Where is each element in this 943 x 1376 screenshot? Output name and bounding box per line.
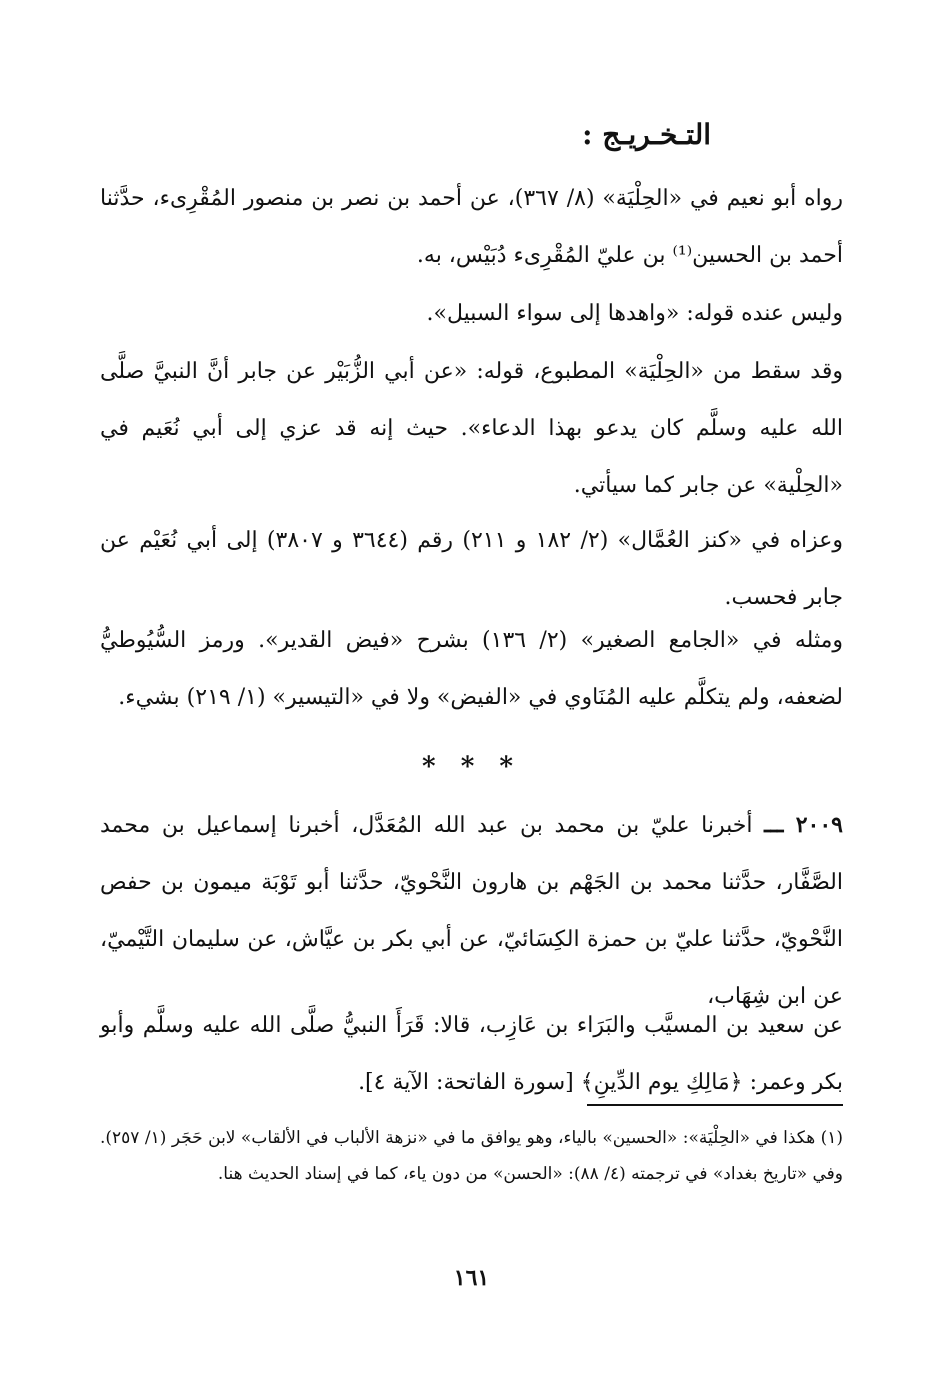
hadith-isnad-paragraph xyxy=(100,797,843,1025)
footnote: (١) هكذا في «الحِلْيَة»: «الحسين» بالياء، وهو يوافق ما في «نزهة الألباب في الألقاب» لابن حَجَر (١/ ٢٥٧). وفي «تاريخ بغداد» في ترجمته (٤/ ٨٨): «الحسن» من دون ياء، كما في إسناد الحديث هنا. xyxy=(100,1128,844,1184)
paragraph-note-missing: وليس عنده قوله: «واهدها إلى سواء السبيل». xyxy=(426,301,843,326)
hadith-number: ٢٠٠٩ ـــ xyxy=(764,812,843,838)
hadith-matn: عن سعيد بن المسيَّب والبَرَاء بن عَازِب، قالا: قَرَأَ النبيُّ صلَّى الله عليه وسلَّم وأبو بكر وعمر: ﴿مَالِكِ يوم الدِّينِ﴾ [سورة الفاتحة: الآية ٤]. xyxy=(100,1013,843,1095)
footnote-divider xyxy=(587,1104,843,1106)
paragraph-takhrij: رواه أبو نعيم في «الحِلْيَة» (٨/ ٣٦٧)، عن أحمد بن نصر بن منصور المُقْرِىء، حدَّثنا أحمد بن الحسين⁽¹⁾ بن عليّ المُقْرِىء دُبَيْس، به. xyxy=(100,186,844,268)
paragraph-jami-saghir: ومثله في «الجامع الصغير» (٢/ ١٣٦) بشرح «فيض القدير». ورمز السُّيُوطيُّ لضعفه، ولم يتكلَّم عليه المُنَاوي في «الفيض» ولا في «التيسير» (١/ ٢١٩) بشيء. xyxy=(100,628,844,710)
paragraph-kanz-ummal: وعزاه في «كنز العُمَّال» (٢/ ١٨٢ و ٢١١) رقم (٣٦٤٤ و ٣٨٠٧) إلى أبي نُعَيْم عن جابر فحسب. xyxy=(100,528,843,610)
page-number: ١٦١ xyxy=(453,1265,490,1291)
hadith-isnad: أخبرنا عليّ بن محمد بن عبد الله المُعَدَّل، أخبرنا إسماعيل بن محمد الصَّفَّار، حدَّثنا محمد بن الجَهْم بن هارون النَّحْويّ، حدَّثنا أبو تَوْبَة ميمون بن حفص النَّحْويّ، حدَّثنا عليّ بن حمزة الكِسَائيّ، عن أبي بكر بن عيَّاش، عن سليمان التَّيْميّ، عن ابن شِهَاب، xyxy=(100,813,843,1009)
paragraph-hilya-omission: وقد سقط من «الحِلْيَة» المطبوع، قوله: «عن أبي الزُّبَيْر عن جابر أنَّ النبيَّ صلَّى الله عليه وسلَّم كان يدعو بهذا الدعاء». حيث إنه قد عزي إلى أبي نُعَيم في «الحِلْية» عن جابر كما سيأتي. xyxy=(100,359,843,498)
section-heading: التـخـريـج : xyxy=(582,118,711,151)
section-separator: * * * xyxy=(422,752,521,782)
